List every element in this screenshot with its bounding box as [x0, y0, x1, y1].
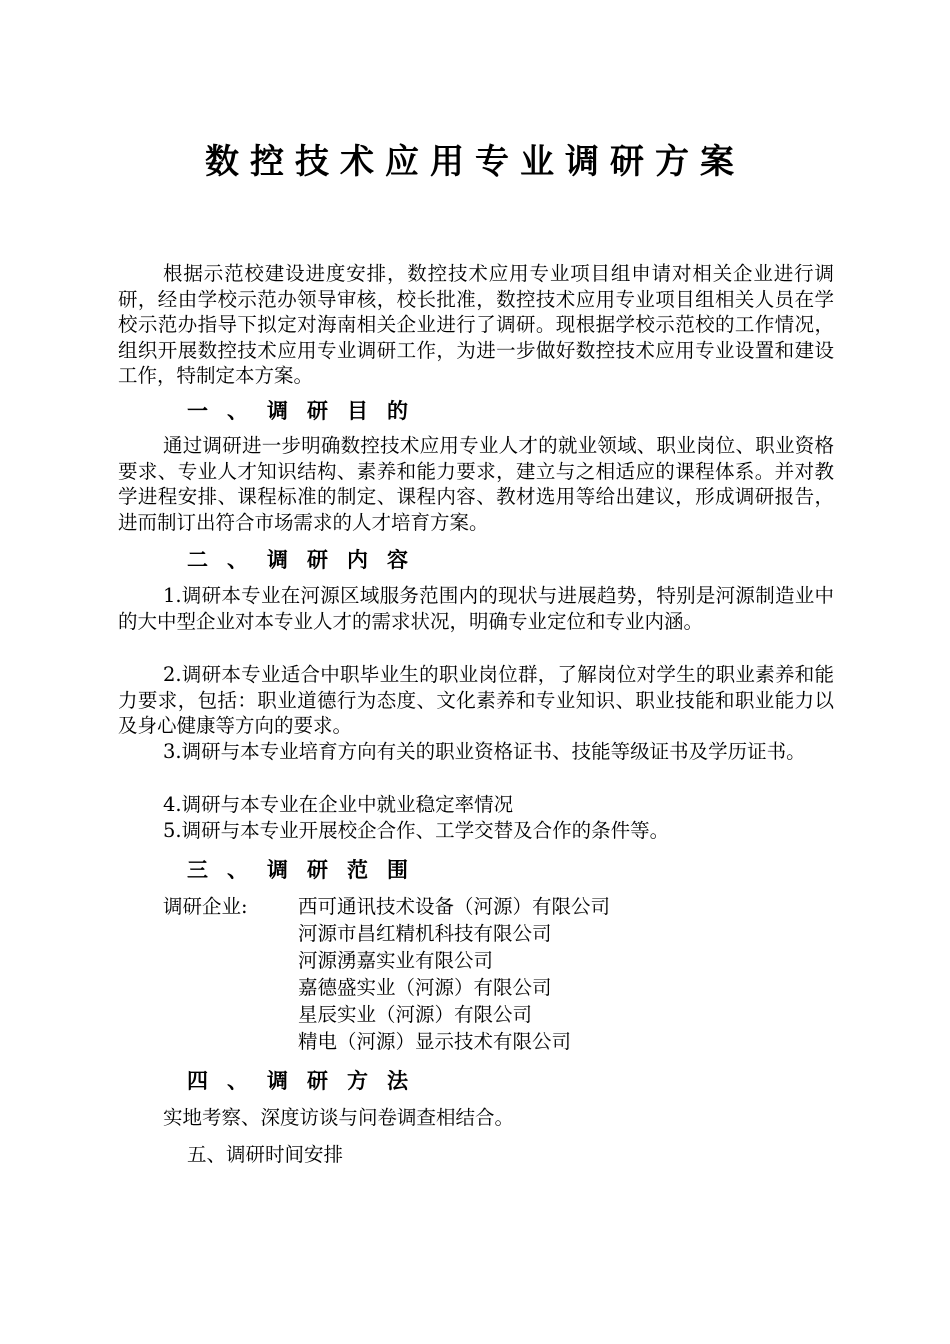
company-item: 河源湧嘉实业有限公司 [298, 949, 494, 972]
company-item: 嘉德盛实业（河源）有限公司 [298, 976, 552, 999]
content-item-5: 5.调研与本专业开展校企合作、工学交替及合作的条件等。 [163, 819, 670, 842]
company-item: 西可通讯技术设备（河源）有限公司 [298, 895, 611, 918]
purpose-paragraph: 通过调研进一步明确数控技术应用专业人才的就业领域、职业岗位、职业资格要求、专业人才知识结构、素养和能力要求，建立与之相适应的课程体系。并对教学进程安排、课程标准的制定、课程内容、教材选用等给出建议，形成调研报告，进而制订出符合市场需求的人才培育方案。 [118, 434, 834, 534]
section-heading-content: 二、调研内容 [187, 548, 427, 572]
section-heading-method: 四、调研方法 [187, 1069, 427, 1093]
section-heading-scope: 三、调研范围 [187, 858, 427, 882]
content-item-1: 1.调研本专业在河源区域服务范围内的现状与进展趋势，特别是河源制造业中的大中型企业对本专业人才的需求状况，明确专业定位和专业内涵。 [118, 584, 834, 633]
intro-paragraph: 根据示范校建设进度安排，数控技术应用专业项目组申请对相关企业进行调研，经由学校示范办领导审核，校长批准，数控技术应用专业项目组相关人员在学校示范办指导下拟定对海南相关企业进行了调研。现根据学校示范校的工作情况，组织开展数控技术应用专业调研工作，为进一步做好数控技术应用专业设置和建设工作，特制定本方案。 [118, 262, 834, 387]
companies-label: 调研企业: [163, 895, 248, 918]
method-paragraph: 实地考察、深度访谈与问卷调查相结合。 [163, 1106, 515, 1129]
company-item: 星辰实业（河源）有限公司 [298, 1003, 533, 1026]
content-item-2: 2.调研本专业适合中职毕业生的职业岗位群，了解岗位对学生的职业素养和能力要求，包括：职业道德行为态度、文化素养和专业知识、职业技能和职业能力以及身心健康等方向的要求。 [118, 663, 834, 737]
content-item-4: 4.调研与本专业在企业中就业稳定率情况 [163, 793, 514, 816]
document-title: 数控技术应用专业调研方案 [205, 142, 745, 182]
content-item-3: 3.调研与本专业培育方向有关的职业资格证书、技能等级证书及学历证书。 [163, 740, 806, 763]
section-heading-schedule: 五、调研时间安排 [187, 1143, 344, 1166]
company-item: 精电（河源）显示技术有限公司 [298, 1030, 572, 1053]
company-item: 河源市昌红精机科技有限公司 [298, 922, 552, 945]
section-heading-purpose: 一、调研目的 [187, 399, 427, 423]
